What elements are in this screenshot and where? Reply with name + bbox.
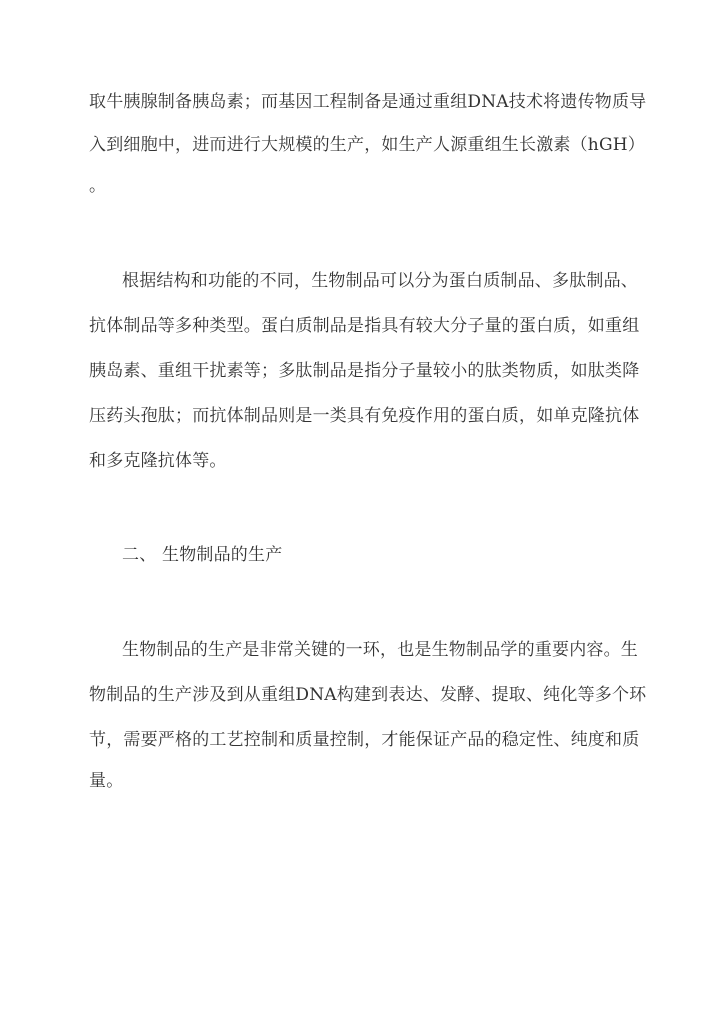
text-line: 节，需要严格的工艺控制和质量控制，才能保证产品的稳定性、纯度和质 xyxy=(89,730,640,750)
text-line: 胰岛素、重组干扰素等；多肽制品是指分子量较小的肽类物质，如肽类降 xyxy=(89,361,640,381)
text-line: 压药头孢肽；而抗体制品则是一类具有免疫作用的蛋白质，如单克隆抗体 xyxy=(89,406,640,426)
text-line: 入到细胞中，进而进行大规模的生产，如生产人源重组生长激素（hGH） xyxy=(89,135,645,155)
text-line: 根据结构和功能的不同，生物制品可以分为蛋白质制品、多肽制品、 xyxy=(122,271,638,291)
section-heading: 二、 生物制品的生产 xyxy=(122,545,283,565)
text-line: 抗体制品等多种类型。蛋白质制品是指具有较大分子量的蛋白质，如重组 xyxy=(89,316,640,336)
text-line: 物制品的生产涉及到从重组DNA构建到表达、发酵、提取、纯化等多个环 xyxy=(89,685,647,705)
text-line: 。 xyxy=(89,176,107,196)
text-line: 生物制品的生产是非常关键的一环，也是生物制品学的重要内容。生 xyxy=(122,640,638,660)
text-line: 量。 xyxy=(89,771,124,791)
text-line: 和多克隆抗体等。 xyxy=(89,451,227,471)
text-line: 取牛胰腺制备胰岛素；而基因工程制备是通过重组DNA技术将遗传物质导 xyxy=(89,92,647,112)
